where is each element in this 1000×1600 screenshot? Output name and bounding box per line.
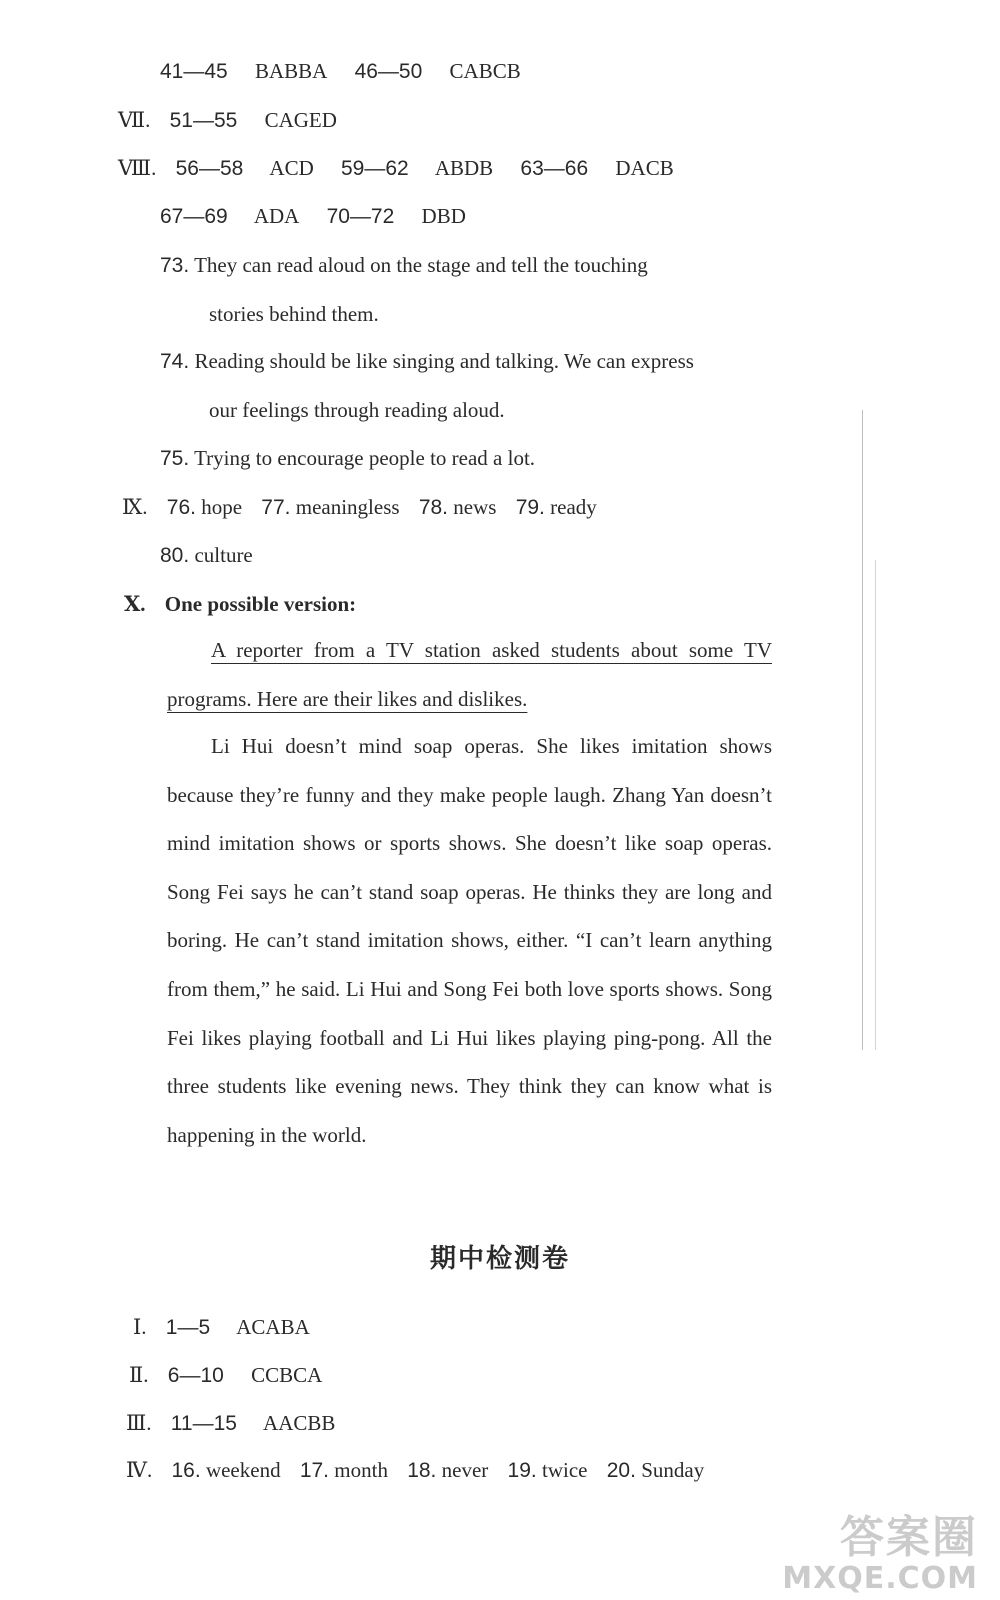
range-label: 46—50: [354, 60, 423, 83]
answer-74-line2: our feelings through reading aloud.: [209, 398, 505, 422]
answer-letters: CABCB: [449, 59, 521, 83]
section-numeral: Ⅳ.: [126, 1458, 153, 1482]
question-number: 78.: [418, 496, 449, 519]
section-9-row-continued: [160, 541, 253, 570]
section-8-row: [118, 154, 674, 183]
answer-73-line1: [160, 251, 648, 280]
scan-edge-line: [862, 410, 863, 1050]
range-label: 56—58: [175, 157, 244, 180]
answer-letters: CAGED: [264, 108, 337, 132]
answer-letters: ACD: [269, 156, 314, 180]
question-number: 73.: [160, 254, 190, 277]
question-number: 74.: [160, 350, 190, 373]
section-10-heading: [124, 590, 356, 618]
answer-73-line2: stories behind them.: [209, 302, 379, 326]
range-label: 11—15: [170, 1412, 237, 1435]
answer-word: Sunday: [641, 1458, 705, 1482]
answer-letters: DBD: [421, 204, 466, 228]
section-numeral: Ⅲ.: [126, 1411, 152, 1435]
answer-letters: CCBCA: [251, 1363, 323, 1387]
answer-word: news: [453, 495, 497, 519]
essay-intro-paragraph: [167, 626, 772, 723]
answer-letters: BABBA: [254, 59, 328, 83]
answer-text: Trying to encourage people to read a lot.: [194, 446, 536, 470]
midterm-section-1-row: [133, 1313, 310, 1342]
question-number: 20.: [606, 1459, 636, 1482]
answer-word: month: [334, 1458, 388, 1482]
range-label: 63—66: [520, 157, 589, 180]
range-label: 41—45: [160, 60, 228, 83]
section-numeral: Ⅱ.: [129, 1363, 149, 1387]
answer-word: ready: [550, 495, 597, 519]
question-number: 76.: [166, 496, 196, 519]
answer-text: Reading should be like singing and talking. We can express: [194, 349, 694, 373]
section-numeral: Ⅰ.: [133, 1315, 147, 1339]
question-number: 17.: [299, 1459, 330, 1482]
range-label: 70—72: [326, 205, 395, 228]
range-label: 67—69: [160, 205, 228, 228]
range-label: 6—10: [167, 1364, 224, 1387]
range-label: 1—5: [165, 1316, 211, 1339]
midterm-section-4-row: [126, 1456, 704, 1485]
question-number: 18.: [407, 1459, 437, 1482]
answer-word: culture: [194, 543, 253, 567]
answer-row-41-50: [160, 57, 521, 86]
answer-letters: AACBB: [263, 1411, 336, 1435]
section-7-row: [118, 106, 337, 135]
question-number: 79.: [515, 496, 545, 519]
answer-75: [160, 444, 535, 473]
section-9-row: [122, 493, 597, 522]
watermark-url: MXQE.COM: [782, 1561, 978, 1596]
scan-edge-line: [875, 560, 876, 1050]
answer-text: They can read aloud on the stage and tell the touching: [194, 253, 648, 277]
range-label: 59—62: [341, 157, 409, 180]
section-heading-text: One possible version:: [164, 592, 357, 616]
section-numeral: Ⅹ.: [124, 592, 146, 616]
midterm-section-2-row: [129, 1361, 322, 1390]
answer-74-line1: [160, 347, 694, 376]
section-numeral: Ⅶ.: [118, 108, 151, 132]
question-number: 80.: [160, 544, 190, 567]
site-watermark: [782, 1514, 978, 1596]
answer-letters: DACB: [615, 156, 674, 180]
midterm-test-title: 期中检测卷: [429, 1244, 570, 1274]
essay-body-paragraph: Li Hui doesn’t mind soap operas. She likes imitation shows because they’re funny and they make people laugh. Zhang Yan doesn’t mind imitation shows or sports shows. She doesn’t like soap operas. Song Fei says he can’t stand soap operas. He thinks they are long and boring. He can’t stand imitation shows, either. “I can’t learn anything from them,” he said. Li Hui and Song Fei both love sports shows. Song Fei likes playing football and Li Hui likes playing ping-pong. All the three students like evening news. They think they can know what is happening in the world.: [167, 734, 772, 1147]
underlined-intro-text: A reporter from a TV station asked students about some TV programs. Here are their likes and dislikes.: [167, 638, 772, 711]
answer-letters: ABDB: [434, 156, 494, 180]
question-number: 77.: [261, 496, 291, 519]
watermark-logo-text: 答案圈: [840, 1512, 978, 1563]
answer-word: meaningless: [295, 495, 400, 519]
section-numeral: Ⅸ.: [122, 495, 148, 519]
section-8-row-continued: [160, 202, 466, 231]
answer-letters: ADA: [253, 204, 300, 228]
range-label: 51—55: [169, 109, 238, 132]
midterm-section-3-row: [126, 1409, 335, 1438]
question-number: 19.: [507, 1459, 537, 1482]
answer-word: hope: [201, 495, 243, 519]
answer-word: weekend: [205, 1458, 281, 1482]
question-number: 75.: [160, 447, 190, 470]
answer-letters: ACABA: [236, 1315, 310, 1339]
answer-word: twice: [542, 1458, 588, 1482]
answer-word: never: [441, 1458, 489, 1482]
section-numeral: Ⅷ.: [118, 156, 157, 180]
question-number: 16.: [171, 1459, 201, 1482]
